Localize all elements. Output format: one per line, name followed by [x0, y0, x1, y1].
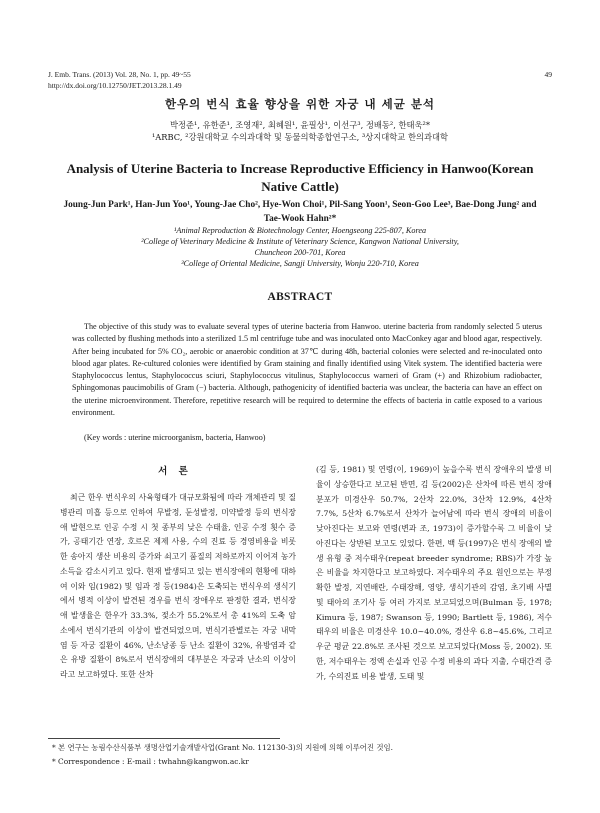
- english-authors: Joung-Jun Park¹, Han-Jun Yoo¹, Young-Jae Cho², Hye-Won Choi¹, Pil-Sang Yoon¹, Seon-Goo Lee³, Bae-Dong Jung² and Tae-Wook Hahn²*: [63, 200, 537, 224]
- funding-footnote: * 본 연구는 농림수산식품부 생명산업기술개발사업(Grant No. 112130-3)의 지원에 의해 이루어진 것임.: [52, 743, 394, 752]
- english-title: Analysis of Uterine Bacteria to Increase Reproductive Efficiency in Hanwoo(Korean Native Cattle): [66, 161, 534, 194]
- affiliation-line: ¹Animal Reproduction & Biotechnology Center, Hoengseong 225-807, Korea: [173, 226, 427, 235]
- affiliation-line: ³College of Oriental Medicine, Sangji University, Wonju 220-710, Korea: [181, 259, 419, 268]
- page-number: 49: [544, 70, 552, 79]
- english-affiliations: [60, 225, 540, 269]
- body-column-right: (김 등, 1981) 및 연령(이, 1969)이 높을수록 번식 장애우의 발생 비율이 상승한다고 보고된 반면, 김 등(2002)은 산차에 따른 번식 장애 분포가 미경산우 50.7%, 2산차 22.0%, 3산차 12.9%, 4산차 7.7%, 5산차 6.7%로서 산차가 늘어남에 따라 번식 장애의 비율이 낮아진다는 보고와 연령(변과 조, 1973)이 증가할수록 그 비율이 낮아진다는 상반된 보고도 있었다. 한편, 백 등(1997)은 번식 장애의 발생 유형 중 저수태우(repeat breeder syndrome; RBS)가 가장 높은 비율을 차지한다고 보고하였다. 저수태우의 주요 원인으로는 부정확한 발정, 지연배란, 수태장해, 영양, 생식기관의 감염, 초기배 사멸 및 태아의 조기사 등 여러 가지로 보고되었으며(Bulman 등, 1978; Kimura 등, 1987; Swanson 등, 1990; Bartlett 등, 1986), 저수태우의 비율은 미경산우 10.0~40.0%, 경산우 6.8~45.6%, 그리고 우군 평균 22.8%로 조사된 것으로 보고되었다(Moss 등, 2002). 또한, 저수태우는 정액 손실과 인공 수정 비용의 과다 지출, 수태간격 증가, 수의진료 비용 발생, 도태 및: [316, 465, 552, 681]
- korean-authors: 박정준¹, 유한준¹, 조영재², 최혜원¹, 윤필상¹, 이선구³, 정배동², 한태욱²*: [169, 120, 431, 130]
- correspondence-footnote: * Correspondence : E-mail : twhahn@kangwon.ac.kr: [52, 757, 249, 766]
- journal-header: [48, 70, 191, 91]
- abstract-text: The objective of this study was to evaluate several types of uterine bacteria from Hanwoo. uterine bacteria from randomly selected 5 uterus was collected by flushing methods into a sterilized 1.5 ml centrifuge tube and was inoculated onto MacConkey agar and blood agar, respectively. After being incubated for 5% CO₂, aerobic or anaerobic condition at 37℃ during 48h, bacterial colonies were selected and re-inoculated onto blood agar plates. Re-cultured colonies were identified by Gram staining and finally identified using Vitek system. The identified bacteria were Staphylococcus lentus, Staphylococcus sciuri, Staphylococcus vitulinus, Staphylococcus warneri of Gram (+) and Rhizobium radiobacter, Sphingomonas paucimobilis of Gram (−) bacteria. Although, pathogenicity of identified bacteria was unclear, the bacteria can have an effect on the uterine microenvironment. Therefore, repetitive research will be required to determine the effects of bacteria in cattle exposed to a various environment.: [72, 322, 542, 418]
- footnote-divider: [48, 738, 280, 739]
- affiliation-line: ²College of Veterinary Medicine & Institute of Veterinary Science, Kangwon National University,: [141, 237, 459, 246]
- abstract-heading: ABSTRACT: [267, 291, 333, 303]
- korean-title: 한우의 번식 효율 향상을 위한 자궁 내 세균 분석: [164, 97, 436, 111]
- doi-link[interactable]: http://dx.doi.org/10.12750/JET.2013.28.1.49: [48, 80, 182, 90]
- keywords: (Key words : uterine microorganism, bacteria, Hanwoo): [84, 433, 266, 442]
- korean-affiliations: ¹ARBC, ²강원대학교 수의과대학 및 동물의학종합연구소, ³상지대학교 한의과대학: [151, 132, 449, 142]
- body-column-left: 최근 한우 번식우의 사육형태가 대규모화됨에 따라 개체관리 및 질병관리 미흡 등으로 인하여 무발정, 둔성발정, 미약발정 등의 번식장애 발현으로 인공 수정 시 첫 종부의 낮은 수태율, 인공 수정 횟수 증가, 공태기간 연장, 호르몬 제제 사용, 수의 진료 등 경영비용을 비롯한 송아지 생산 비용의 증가와 쇠고기 품질의 저하로까지 이어져 농가 소득을 감소시키고 있다. 현재 발생되고 있는 번식장애의 현황에 대하여 이와 임(1982) 및 임과 정 등(1984)은 도축되는 번식우의 생식기에서 병적 이상이 발견된 경우를 번식 장애우로 판정한 결과, 번식장애 발생율은 한우가 33.3%, 젖소가 55.2%로서 총 41%의 도축 암소에서 번식기관의 이상이 발견되었으며, 번식기관별로는 자궁 내막염 등 자궁 질환이 46%, 난소낭종 등 난소 질환이 32%, 유방염과 같은 유방 질환이 8%로서 번식장애의 대부분은 자궁과 난소의 이상이라고 보고하였다. 또한 산차: [60, 493, 296, 679]
- affiliation-line: Chuncheon 200-701, Korea: [254, 248, 346, 257]
- section-heading-introduction: 서 론: [158, 466, 192, 477]
- journal-citation: J. Emb. Trans. (2013) Vol. 28, No. 1, pp. 49~55: [48, 70, 191, 79]
- korean-author-block: [0, 119, 600, 143]
